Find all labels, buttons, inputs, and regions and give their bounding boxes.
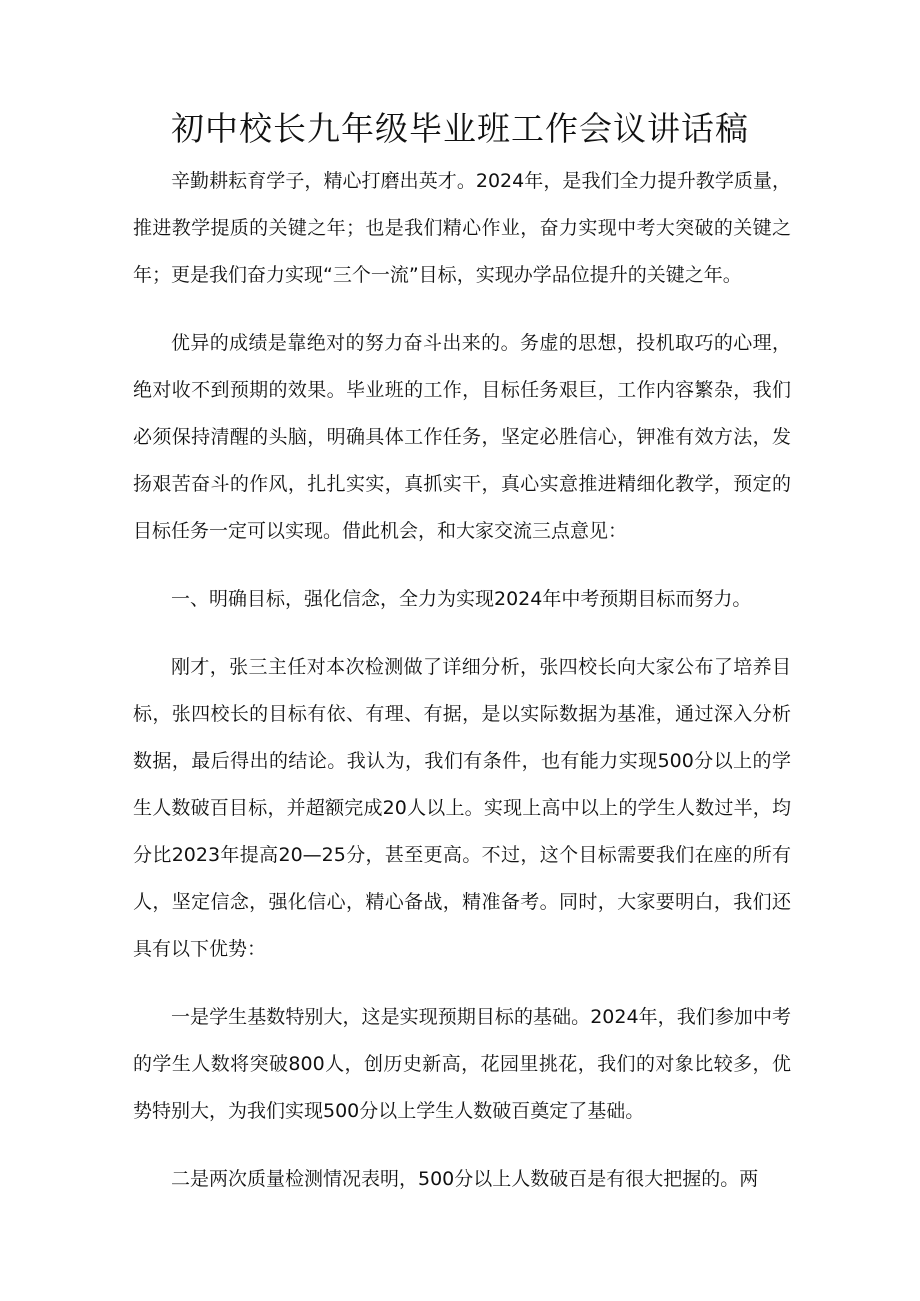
paragraph-advantage-one: 一是学生基数特别大，这是实现预期目标的基础。2024年，我们参加中考的学生人数将突破800人，创历史新高，花园里挑花，我们的对象比较多，优势特别大，为我们实现500分以上学生人数破百奠定了基础。 <box>133 1006 791 1122</box>
paragraph-targets: 刚才，张三主任对本次检测做了详细分析，张四校长向大家公布了培养目标，张四校长的目标有依、有理、有据，是以实际数据为基准，通过深入分析数据，最后得出的结论。我认为，我们有条件，也有能力实现500分以上的学生人数破百目标，并超额完成20人以上。实现上高中以上的学生人数过半，均分比2023年提高20—25分，甚至更高。不过，这个目标需要我们在座的所有人，坚定信念，强化信心，精心备战，精准备考。同时，大家要明白，我们还具有以下优势： <box>133 656 791 960</box>
paragraph-effort: 优异的成绩是靠绝对的努力奋斗出来的。务虚的思想，投机取巧的心理，绝对收不到预期的效果。毕业班的工作，目标任务艰巨，工作内容繁杂，我们必须保持清醒的头脑，明确具体工作任务，坚定必胜信心，钾准有效方法，发扬艰苦奋斗的作风，扎扎实实，真抓实干，真心实意推进精细化教学，预定的目标任务一定可以实现。借此机会，和大家交流三点意见： <box>133 332 791 542</box>
document-title: 初中校长九年级毕业班工作会议讲话稿 <box>171 109 749 148</box>
document-body <box>133 158 791 1224</box>
paragraph-advantage-two: 二是两次质量检测情况表明，500分以上人数破百是有很大把握的。两 <box>171 1168 759 1190</box>
section-heading-one: 一、明确目标，强化信念，全力为实现2024年中考预期目标而努力。 <box>171 588 752 610</box>
paragraph-intro: 辛勤耕耘育学子，精心打磨出英才。2024年，是我们全力提升教学质量，推进教学提质的关键之年；也是我们精心作业，奋力实现中考大突破的关键之年；更是我们奋力实现“三个一流”目标，实现办学品位提升的关键之年。 <box>133 170 791 286</box>
